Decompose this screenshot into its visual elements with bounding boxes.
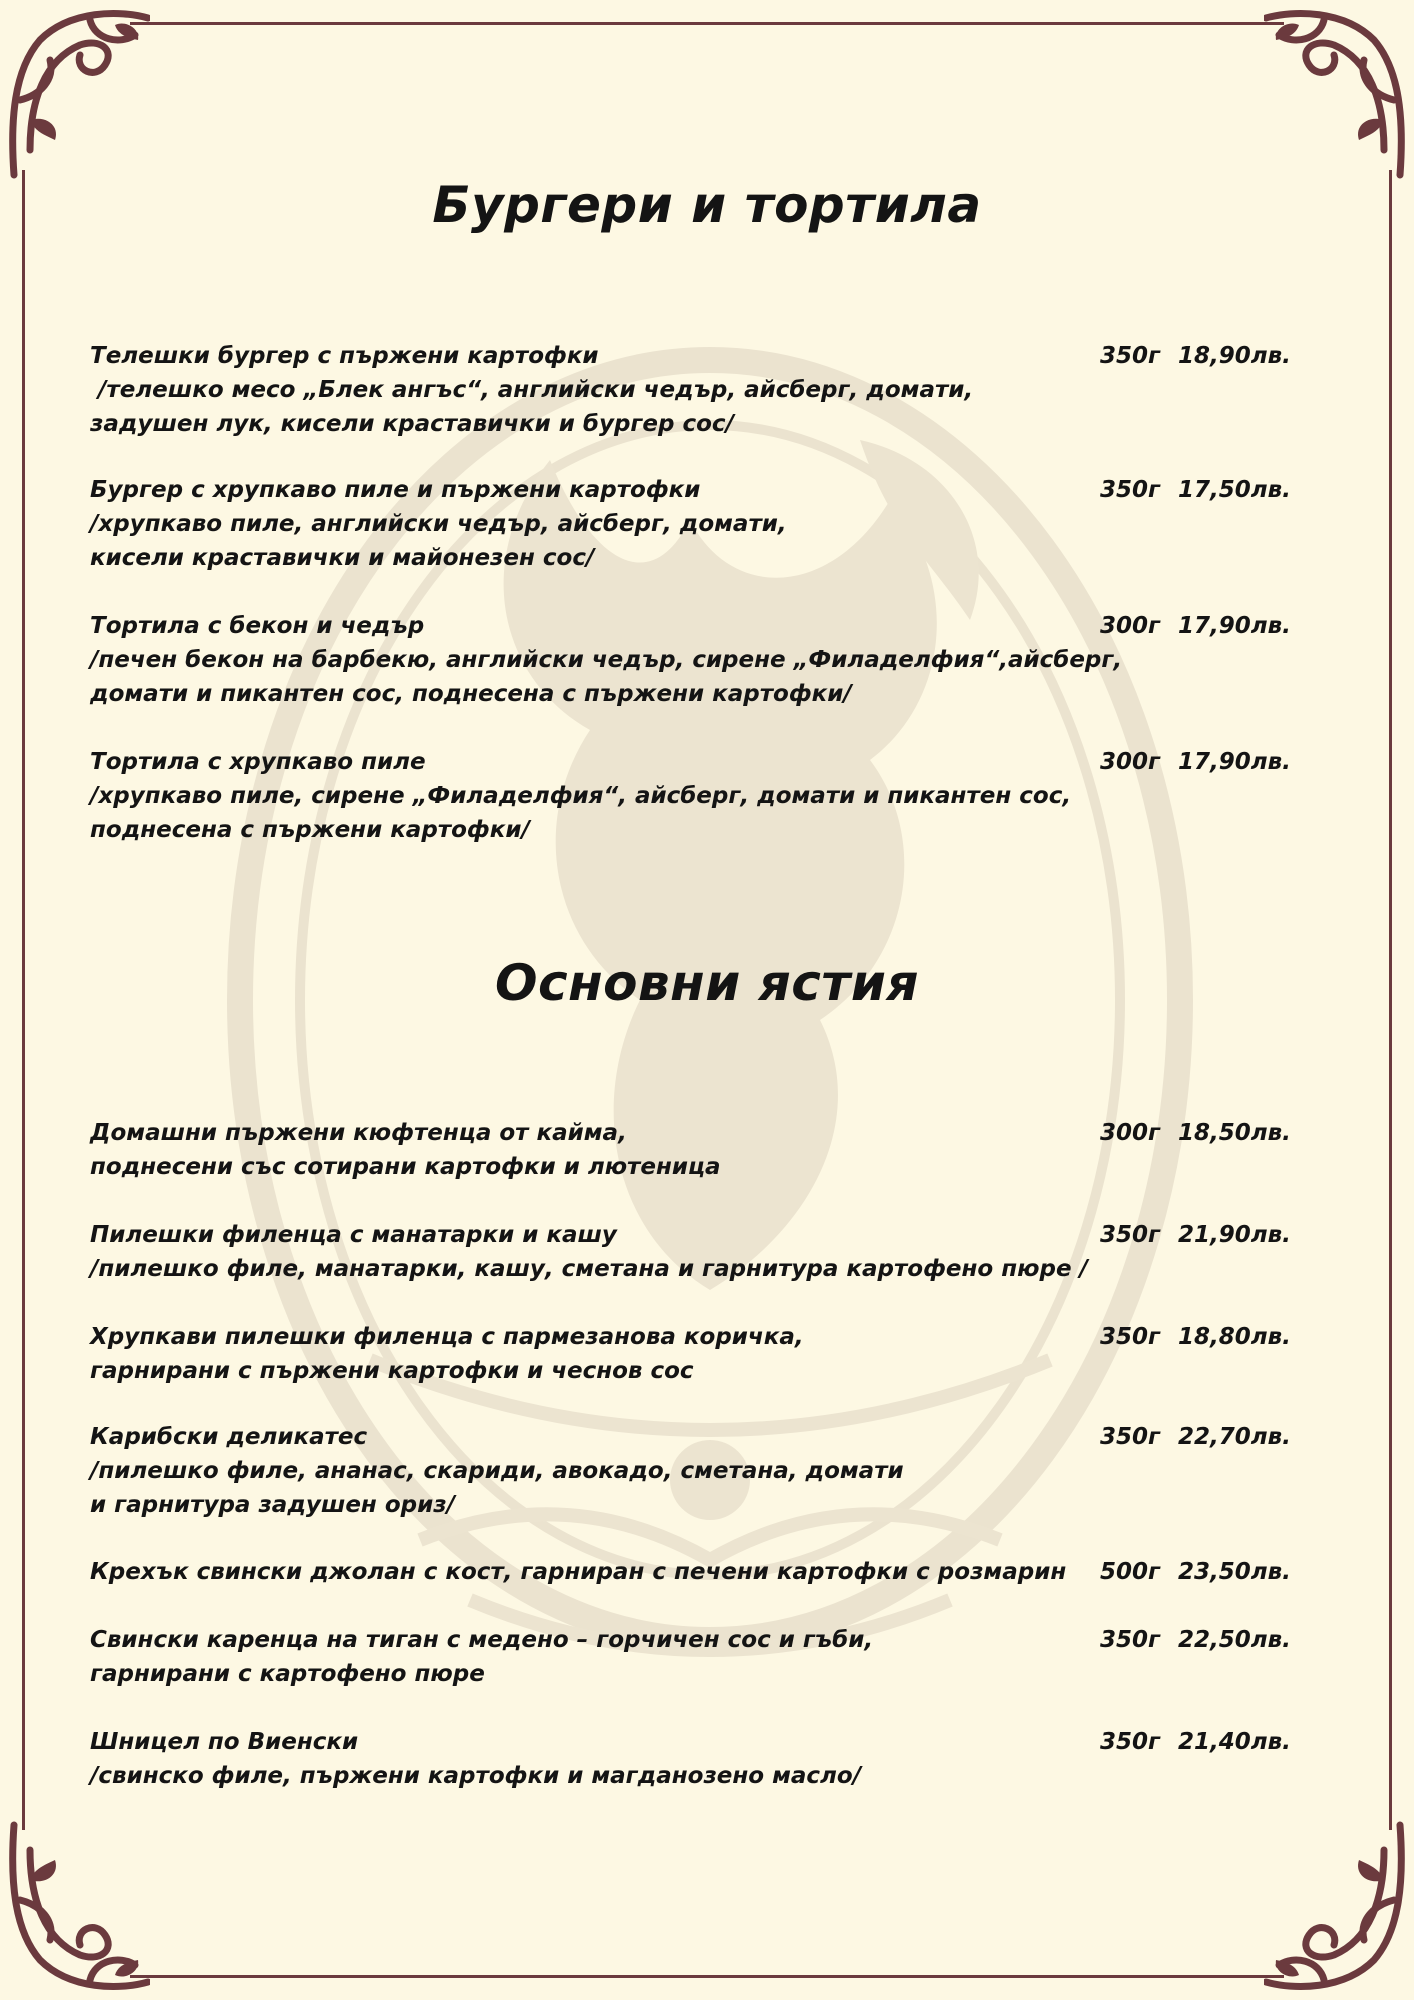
item-price: 17,90лв. bbox=[1178, 613, 1291, 639]
item-description: домати и пикантен сос, поднесена с пържени картофки/ bbox=[90, 681, 852, 707]
item-description: поднесени със сотирани картофки и лютеница bbox=[90, 1154, 721, 1180]
item-description: задушен лук, кисели краставички и бургер сос/ bbox=[90, 411, 734, 437]
item-weight: 350г bbox=[1099, 343, 1160, 369]
item-description: /хрупкаво пиле, сирене „Филаделфия“, айсберг, домати и пикантен сос, bbox=[90, 783, 1072, 809]
section-title-burgers: Бургери и тортила bbox=[432, 176, 982, 234]
item-description: /телешко месо „Блек ангъс“, английски чедър, айсберг, домати, bbox=[90, 377, 974, 403]
item-name: Телешки бургер с пържени картофки bbox=[90, 343, 599, 369]
item-weight: 300г bbox=[1099, 1120, 1160, 1146]
item-name: Тортила с бекон и чедър bbox=[90, 613, 425, 639]
item-weight: 350г bbox=[1099, 1729, 1160, 1755]
corner-ornament-top-right bbox=[1264, 0, 1414, 180]
item-weight: 300г bbox=[1099, 613, 1160, 639]
menu-item-chicken-burger bbox=[90, 473, 1310, 575]
item-price: 17,50лв. bbox=[1178, 477, 1291, 503]
menu-item-chicken-mushrooms bbox=[90, 1218, 1310, 1286]
item-price: 21,40лв. bbox=[1178, 1729, 1291, 1755]
menu-item-bacon-tortilla bbox=[90, 609, 1310, 711]
item-description: гарнирани с пържени картофки и чеснов сос bbox=[90, 1358, 694, 1384]
item-weight: 500г bbox=[1099, 1559, 1160, 1585]
corner-ornament-top-left bbox=[0, 0, 150, 180]
item-price: 18,90лв. bbox=[1178, 343, 1291, 369]
item-description: поднесена с пържени картофки/ bbox=[90, 817, 530, 843]
item-name: Крехък свински джолан с кост, гарниран с печени картофки с розмарин bbox=[90, 1559, 1067, 1585]
item-price: 22,70лв. bbox=[1178, 1424, 1291, 1450]
item-price: 22,50лв. bbox=[1178, 1627, 1291, 1653]
item-weight: 350г bbox=[1099, 1222, 1160, 1248]
frame-top-line bbox=[130, 22, 1284, 25]
item-description: /печен бекон на барбекю, английски чедър, сирене „Филаделфия“,айсберг, bbox=[90, 647, 1123, 673]
item-description: кисели краставички и майонезен сос/ bbox=[90, 545, 595, 571]
item-weight: 350г bbox=[1099, 1324, 1160, 1350]
menu-item-pork-knuckle bbox=[90, 1555, 1310, 1589]
item-description: гарнирани с картофено пюре bbox=[90, 1661, 485, 1687]
item-name: Пилешки филенца с манатарки и кашу bbox=[90, 1222, 617, 1248]
menu-item-caribbean bbox=[90, 1420, 1310, 1522]
item-description: и гарнитура задушен ориз/ bbox=[90, 1492, 455, 1518]
item-weight: 350г bbox=[1099, 1424, 1160, 1450]
item-name: Шницел по Виенски bbox=[90, 1729, 359, 1755]
menu-item-chicken-tortilla bbox=[90, 745, 1310, 847]
item-description: /хрупкаво пиле, английски чедър, айсберг, домати, bbox=[90, 511, 787, 537]
menu-item-parmesan-chicken bbox=[90, 1320, 1310, 1388]
item-weight: 350г bbox=[1099, 1627, 1160, 1653]
corner-ornament-bottom-right bbox=[1264, 1820, 1414, 2000]
item-name: Карибски деликатес bbox=[90, 1424, 368, 1450]
item-price: 21,90лв. bbox=[1178, 1222, 1291, 1248]
item-name: Тортила с хрупкаво пиле bbox=[90, 749, 426, 775]
item-price: 17,90лв. bbox=[1178, 749, 1291, 775]
item-name: Хрупкави пилешки филенца с пармезанова коричка, bbox=[90, 1324, 804, 1350]
menu-item-beef-burger bbox=[90, 339, 1310, 441]
item-price: 18,50лв. bbox=[1178, 1120, 1291, 1146]
item-description: /свинско филе, пържени картофки и магданозено масло/ bbox=[90, 1763, 862, 1789]
item-name: Свински каренца на тиган с медено – горчичен сос и гъби, bbox=[90, 1627, 874, 1653]
item-description: /пилешко филе, манатарки, кашу, сметана и гарнитура картофено пюре / bbox=[90, 1256, 1088, 1282]
item-description: /пилешко филе, ананас, скариди, авокадо, сметана, домати bbox=[90, 1458, 904, 1484]
item-weight: 350г bbox=[1099, 477, 1160, 503]
section-title-main-dishes: Основни ястия bbox=[494, 954, 920, 1012]
corner-ornament-bottom-left bbox=[0, 1820, 150, 2000]
frame-bottom-line bbox=[130, 1975, 1284, 1978]
item-name: Домашни пържени кюфтенца от кайма, bbox=[90, 1120, 627, 1146]
item-price: 23,50лв. bbox=[1178, 1559, 1291, 1585]
item-weight: 300г bbox=[1099, 749, 1160, 775]
menu-item-pork-chops bbox=[90, 1623, 1310, 1691]
menu-item-wiener-schnitzel bbox=[90, 1725, 1310, 1793]
menu-item-meatballs bbox=[90, 1116, 1310, 1184]
item-price: 18,80лв. bbox=[1178, 1324, 1291, 1350]
item-name: Бургер с хрупкаво пиле и пържени картофки bbox=[90, 477, 701, 503]
